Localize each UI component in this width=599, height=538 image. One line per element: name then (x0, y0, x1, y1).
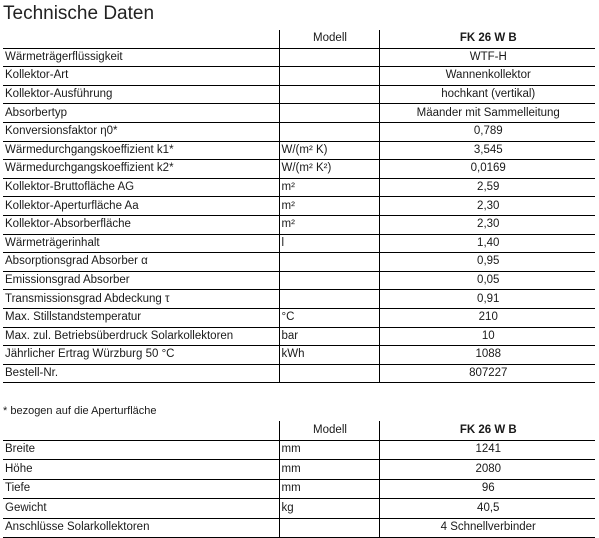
dimensions-body (3, 440, 595, 538)
row-label: Kollektor-Absorberfläche (3, 215, 279, 234)
row-value: WTF-H (379, 48, 595, 67)
row-unit (279, 67, 379, 86)
table-row (3, 197, 595, 216)
row-unit: W/(m² K²) (279, 160, 379, 179)
row-value: 0,91 (379, 290, 595, 309)
row-unit (279, 48, 379, 67)
dimensions-table (3, 421, 595, 538)
row-unit: mm (279, 440, 379, 460)
row-value: Wannenkollektor (379, 67, 595, 86)
row-label: Tiefe (3, 479, 279, 499)
row-label: Max. Stillstandstemperatur (3, 308, 279, 327)
header-label (3, 30, 279, 48)
table-row (3, 234, 595, 253)
row-value: 0,95 (379, 253, 595, 272)
table-row (3, 141, 595, 160)
row-label: Wärmedurchgangskoeffizient k2* (3, 160, 279, 179)
row-value: 807227 (379, 364, 595, 383)
table-row (3, 460, 595, 480)
row-label: Kollektor-Aperturfläche Aa (3, 197, 279, 216)
row-label: Höhe (3, 460, 279, 480)
row-value: 4 Schnellverbinder (379, 518, 595, 538)
row-unit: W/(m² K) (279, 141, 379, 160)
row-unit (279, 122, 379, 141)
row-unit: kg (279, 499, 379, 519)
table-row (3, 346, 595, 365)
table-header-row (3, 421, 595, 440)
row-label: Bestell-Nr. (3, 364, 279, 383)
row-label: Jährlicher Ertrag Würzburg 50 °C (3, 346, 279, 365)
row-value: 3,545 (379, 141, 595, 160)
row-label: Transmissionsgrad Abdeckung τ (3, 290, 279, 309)
row-value: 2,30 (379, 197, 595, 216)
header-label (3, 421, 279, 440)
table-row (3, 122, 595, 141)
table-row (3, 67, 595, 86)
row-value: 2,59 (379, 178, 595, 197)
row-unit: m² (279, 215, 379, 234)
row-unit: l (279, 234, 379, 253)
table-row (3, 160, 595, 179)
row-unit (279, 104, 379, 123)
table-row (3, 308, 595, 327)
row-label: Wärmeträgerinhalt (3, 234, 279, 253)
row-unit (279, 253, 379, 272)
row-value: 0,0169 (379, 160, 595, 179)
row-unit (279, 364, 379, 383)
table-row (3, 440, 595, 460)
row-value: hochkant (vertikal) (379, 85, 595, 104)
row-value: 10 (379, 327, 595, 346)
page-title: Technische Daten (3, 3, 155, 24)
row-value: 2080 (379, 460, 595, 480)
row-label: Anschlüsse Solarkollektoren (3, 518, 279, 538)
row-label: Gewicht (3, 499, 279, 519)
row-value: 1241 (379, 440, 595, 460)
table-row (3, 271, 595, 290)
table-row (3, 85, 595, 104)
table-row (3, 290, 595, 309)
table-row (3, 178, 595, 197)
row-label: Kollektor-Ausführung (3, 85, 279, 104)
row-value: Mäander mit Sammelleitung (379, 104, 595, 123)
table-row (3, 104, 595, 123)
row-value: 0,789 (379, 122, 595, 141)
row-unit: m² (279, 197, 379, 216)
row-label: Kollektor-Bruttofläche AG (3, 178, 279, 197)
row-label: Konversionsfaktor η0* (3, 122, 279, 141)
row-unit: kWh (279, 346, 379, 365)
table-row (3, 48, 595, 67)
row-unit: mm (279, 460, 379, 480)
footnote: * bezogen auf die Aperturfläche (3, 405, 157, 417)
header-model-value: FK 26 W B (379, 30, 595, 48)
row-label: Absorptionsgrad Absorber α (3, 253, 279, 272)
row-value: 210 (379, 308, 595, 327)
row-unit: mm (279, 479, 379, 499)
header-model: Modell (279, 30, 379, 48)
row-unit (279, 290, 379, 309)
row-unit: bar (279, 327, 379, 346)
row-label: Wärmedurchgangskoeffizient k1* (3, 141, 279, 160)
header-model-value: FK 26 W B (379, 421, 595, 440)
row-unit (279, 271, 379, 290)
table-row (3, 253, 595, 272)
technical-data-table (3, 30, 595, 383)
table-row (3, 364, 595, 383)
row-value: 40,5 (379, 499, 595, 519)
table-row (3, 479, 595, 499)
row-label: Kollektor-Art (3, 67, 279, 86)
row-label: Wärmeträgerflüssigkeit (3, 48, 279, 67)
row-value: 0,05 (379, 271, 595, 290)
table-row (3, 215, 595, 234)
technical-data-body (3, 48, 595, 383)
row-value: 2,30 (379, 215, 595, 234)
table-header-row (3, 30, 595, 48)
row-label: Max. zul. Betriebsüberdruck Solarkollektoren (3, 327, 279, 346)
row-unit (279, 85, 379, 104)
row-label: Breite (3, 440, 279, 460)
row-unit: m² (279, 178, 379, 197)
table-row (3, 499, 595, 519)
row-value: 1088 (379, 346, 595, 365)
row-label: Absorbertyp (3, 104, 279, 123)
row-value: 96 (379, 479, 595, 499)
row-label: Emissionsgrad Absorber (3, 271, 279, 290)
header-model: Modell (279, 421, 379, 440)
row-unit: °C (279, 308, 379, 327)
row-value: 1,40 (379, 234, 595, 253)
table-row (3, 327, 595, 346)
